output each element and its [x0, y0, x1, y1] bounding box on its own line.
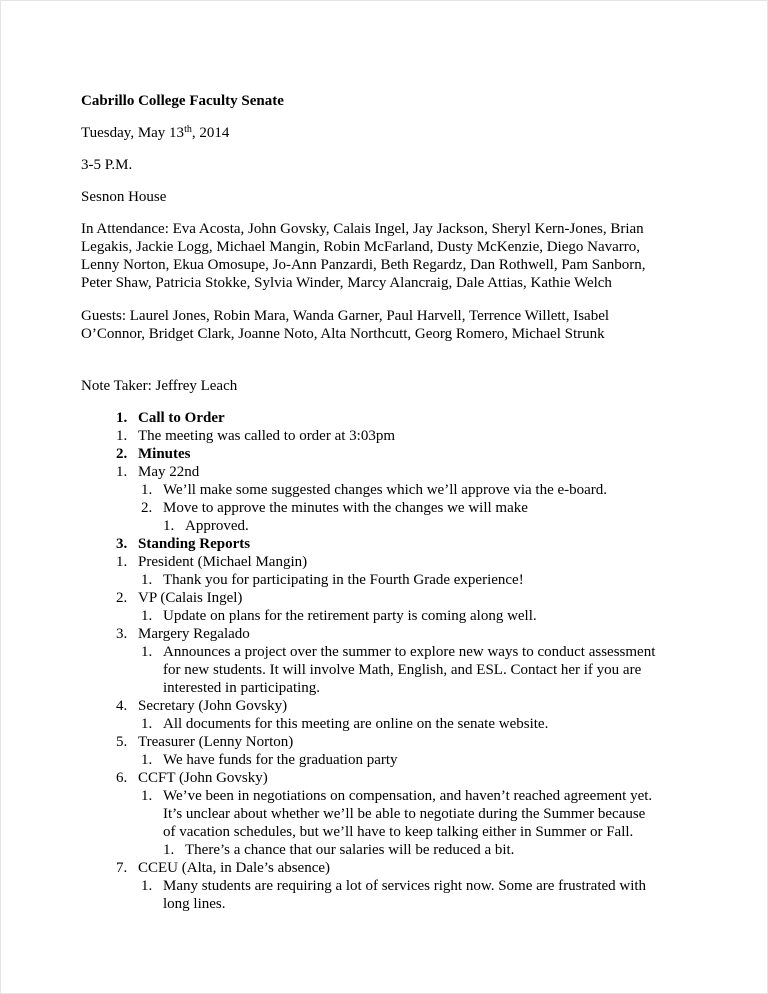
date-prefix: Tuesday, May 13 [81, 125, 185, 141]
outline-item: 6. CCFT (John Govsky) [116, 770, 268, 786]
outline-item: 2. Minutes [116, 446, 191, 462]
outline-item: 1. Call to Order [116, 410, 225, 426]
meeting-date [81, 124, 229, 142]
outline-item: 1. Update on plans for the retirement party is coming along well. [141, 608, 537, 624]
date-suffix: , 2014 [191, 125, 230, 141]
attendance-line: Legakis, Jackie Logg, Michael Mangin, Robin McFarland, Dusty McKenzie, Diego Navarro, [81, 239, 641, 255]
outline-item: 1. We’ll make some suggested changes which we’ll approve via the e-board. [141, 482, 608, 498]
outline-item-continuation: It’s unclear about whether we’ll be able to negotiate during the Summer because [163, 806, 646, 822]
guests-line: O’Connor, Bridget Clark, Joanne Noto, Alta Northcutt, Georg Romero, Michael Strunk [81, 326, 605, 342]
outline-item: 1. Announces a project over the summer to explore new ways to conduct assessment [141, 644, 656, 660]
outline-item: 1. Thank you for participating in the Fourth Grade experience! [141, 572, 524, 588]
outline-item: 1. May 22nd [116, 464, 200, 480]
outline-item: 2. VP (Calais Ingel) [116, 590, 243, 606]
note-taker: Note Taker: Jeffrey Leach [81, 378, 238, 394]
meeting-time: 3-5 P.M. [81, 157, 133, 173]
outline-item: 2. Move to approve the minutes with the changes we will make [141, 500, 528, 516]
outline-item: 3. Margery Regalado [116, 626, 250, 642]
guests-line: Guests: Laurel Jones, Robin Mara, Wanda Garner, Paul Harvell, Terrence Willett, Isabel [81, 308, 610, 324]
guests-paragraph [81, 307, 701, 343]
outline-item: 1. Approved. [163, 518, 249, 534]
outline-item: 1. There’s a chance that our salaries will be reduced a bit. [163, 842, 515, 858]
outline-item: 5. Treasurer (Lenny Norton) [116, 734, 294, 750]
document-title: Cabrillo College Faculty Senate [81, 93, 284, 109]
outline-item: 4. Secretary (John Govsky) [116, 698, 288, 714]
outline-item: 3. Standing Reports [116, 536, 251, 552]
outline-item: 1. We have funds for the graduation party [141, 752, 398, 768]
outline-item-continuation: for new students. It will involve Math, English, and ESL. Contact her if you are [163, 662, 642, 678]
attendance-line: Lenny Norton, Ekua Omosupe, Jo-Ann Panzardi, Beth Regardz, Dan Rothwell, Pam Sanborn, [81, 257, 646, 273]
outline-item: 1. President (Michael Mangin) [116, 554, 308, 570]
date-superscript: th [184, 124, 192, 135]
meeting-location: Sesnon House [81, 189, 167, 205]
outline-item: 7. CCEU (Alta, in Dale’s absence) [116, 860, 331, 876]
outline-item-continuation: interested in participating. [163, 680, 321, 696]
attendance-line: Peter Shaw, Patricia Stokke, Sylvia Winder, Marcy Alancraig, Dale Attias, Kathie Welch [81, 275, 612, 291]
attendance-paragraph [81, 220, 701, 292]
outline-item-continuation: of vacation schedules, but we’ll have to keep talking either in Summer or Fall. [163, 824, 634, 840]
outline-item: 1. The meeting was called to order at 3:03pm [116, 428, 395, 444]
outline-item-continuation: long lines. [163, 896, 226, 912]
outline-item: 1. Many students are requiring a lot of services right now. Some are frustrated with [141, 878, 647, 894]
attendance-line: In Attendance: Eva Acosta, John Govsky, Calais Ingel, Jay Jackson, Sheryl Kern-Jones, Brian [81, 221, 644, 237]
outline-item: 1. We’ve been in negotiations on compensation, and haven’t reached agreement yet. [141, 788, 653, 804]
outline-item: 1. All documents for this meeting are online on the senate website. [141, 716, 549, 732]
